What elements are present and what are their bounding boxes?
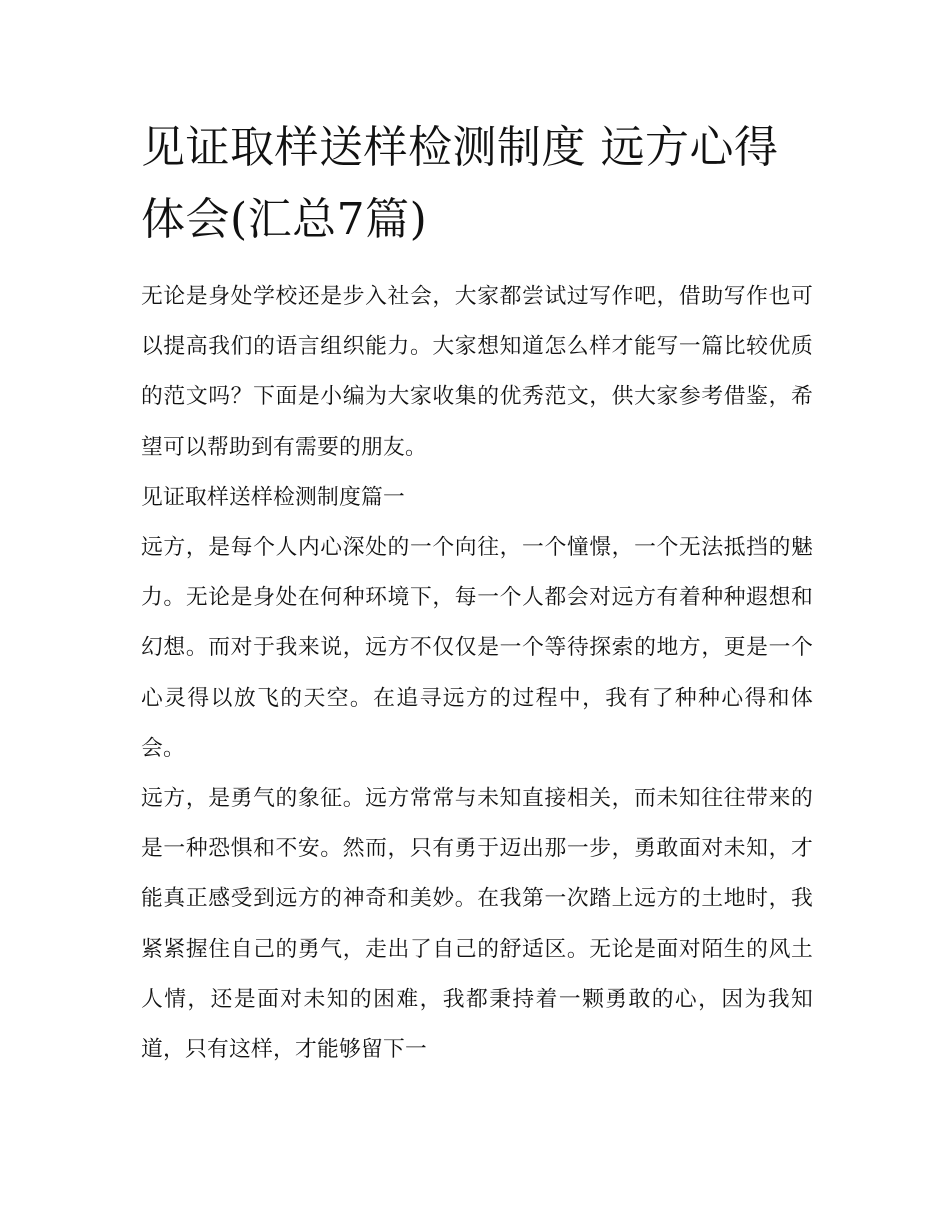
body-paragraph: 远方，是每个人内心深处的一个向往，一个憧憬，一个无法抵挡的魅力。无论是身处在何种环境下，每一个人都会对远方有着种种遐想和幻想。而对于我来说，远方不仅仅是一个等待探索的地方，更是一个心灵得以放飞的天空。在追寻远方的过程中，我有了种种心得和体会。 xyxy=(141,535,813,761)
intro-paragraph: 无论是身处学校还是步入社会，大家都尝试过写作吧，借助写作也可以提高我们的语言组织能力。大家想知道怎么样才能写一篇比较优质的范文吗？下面是小编为大家收集的优秀范文，供大家参考借鉴，希望可以帮助到有需要的朋友。 xyxy=(141,284,813,460)
body-paragraph: 远方，是勇气的象征。远方常常与未知直接相关，而未知往往带来的是一种恐惧和不安。然而，只有勇于迈出那一步，勇敢面对未知，才能真正感受到远方的神奇和美妙。在我第一次踏上远方的土地时，我紧紧握住自己的勇气，走出了自己的舒适区。无论是面对陌生的风土人情，还是面对未知的困难，我都秉持着一颗勇敢的心，因为我知道，只有这样，才能够留下一 xyxy=(141,786,813,1063)
document-title: 见证取样送样检测制度 远方心得体会(汇总7篇) xyxy=(141,122,779,245)
document-page xyxy=(141,112,813,1075)
section-heading: 见证取样送样检测制度篇一 xyxy=(141,484,405,510)
